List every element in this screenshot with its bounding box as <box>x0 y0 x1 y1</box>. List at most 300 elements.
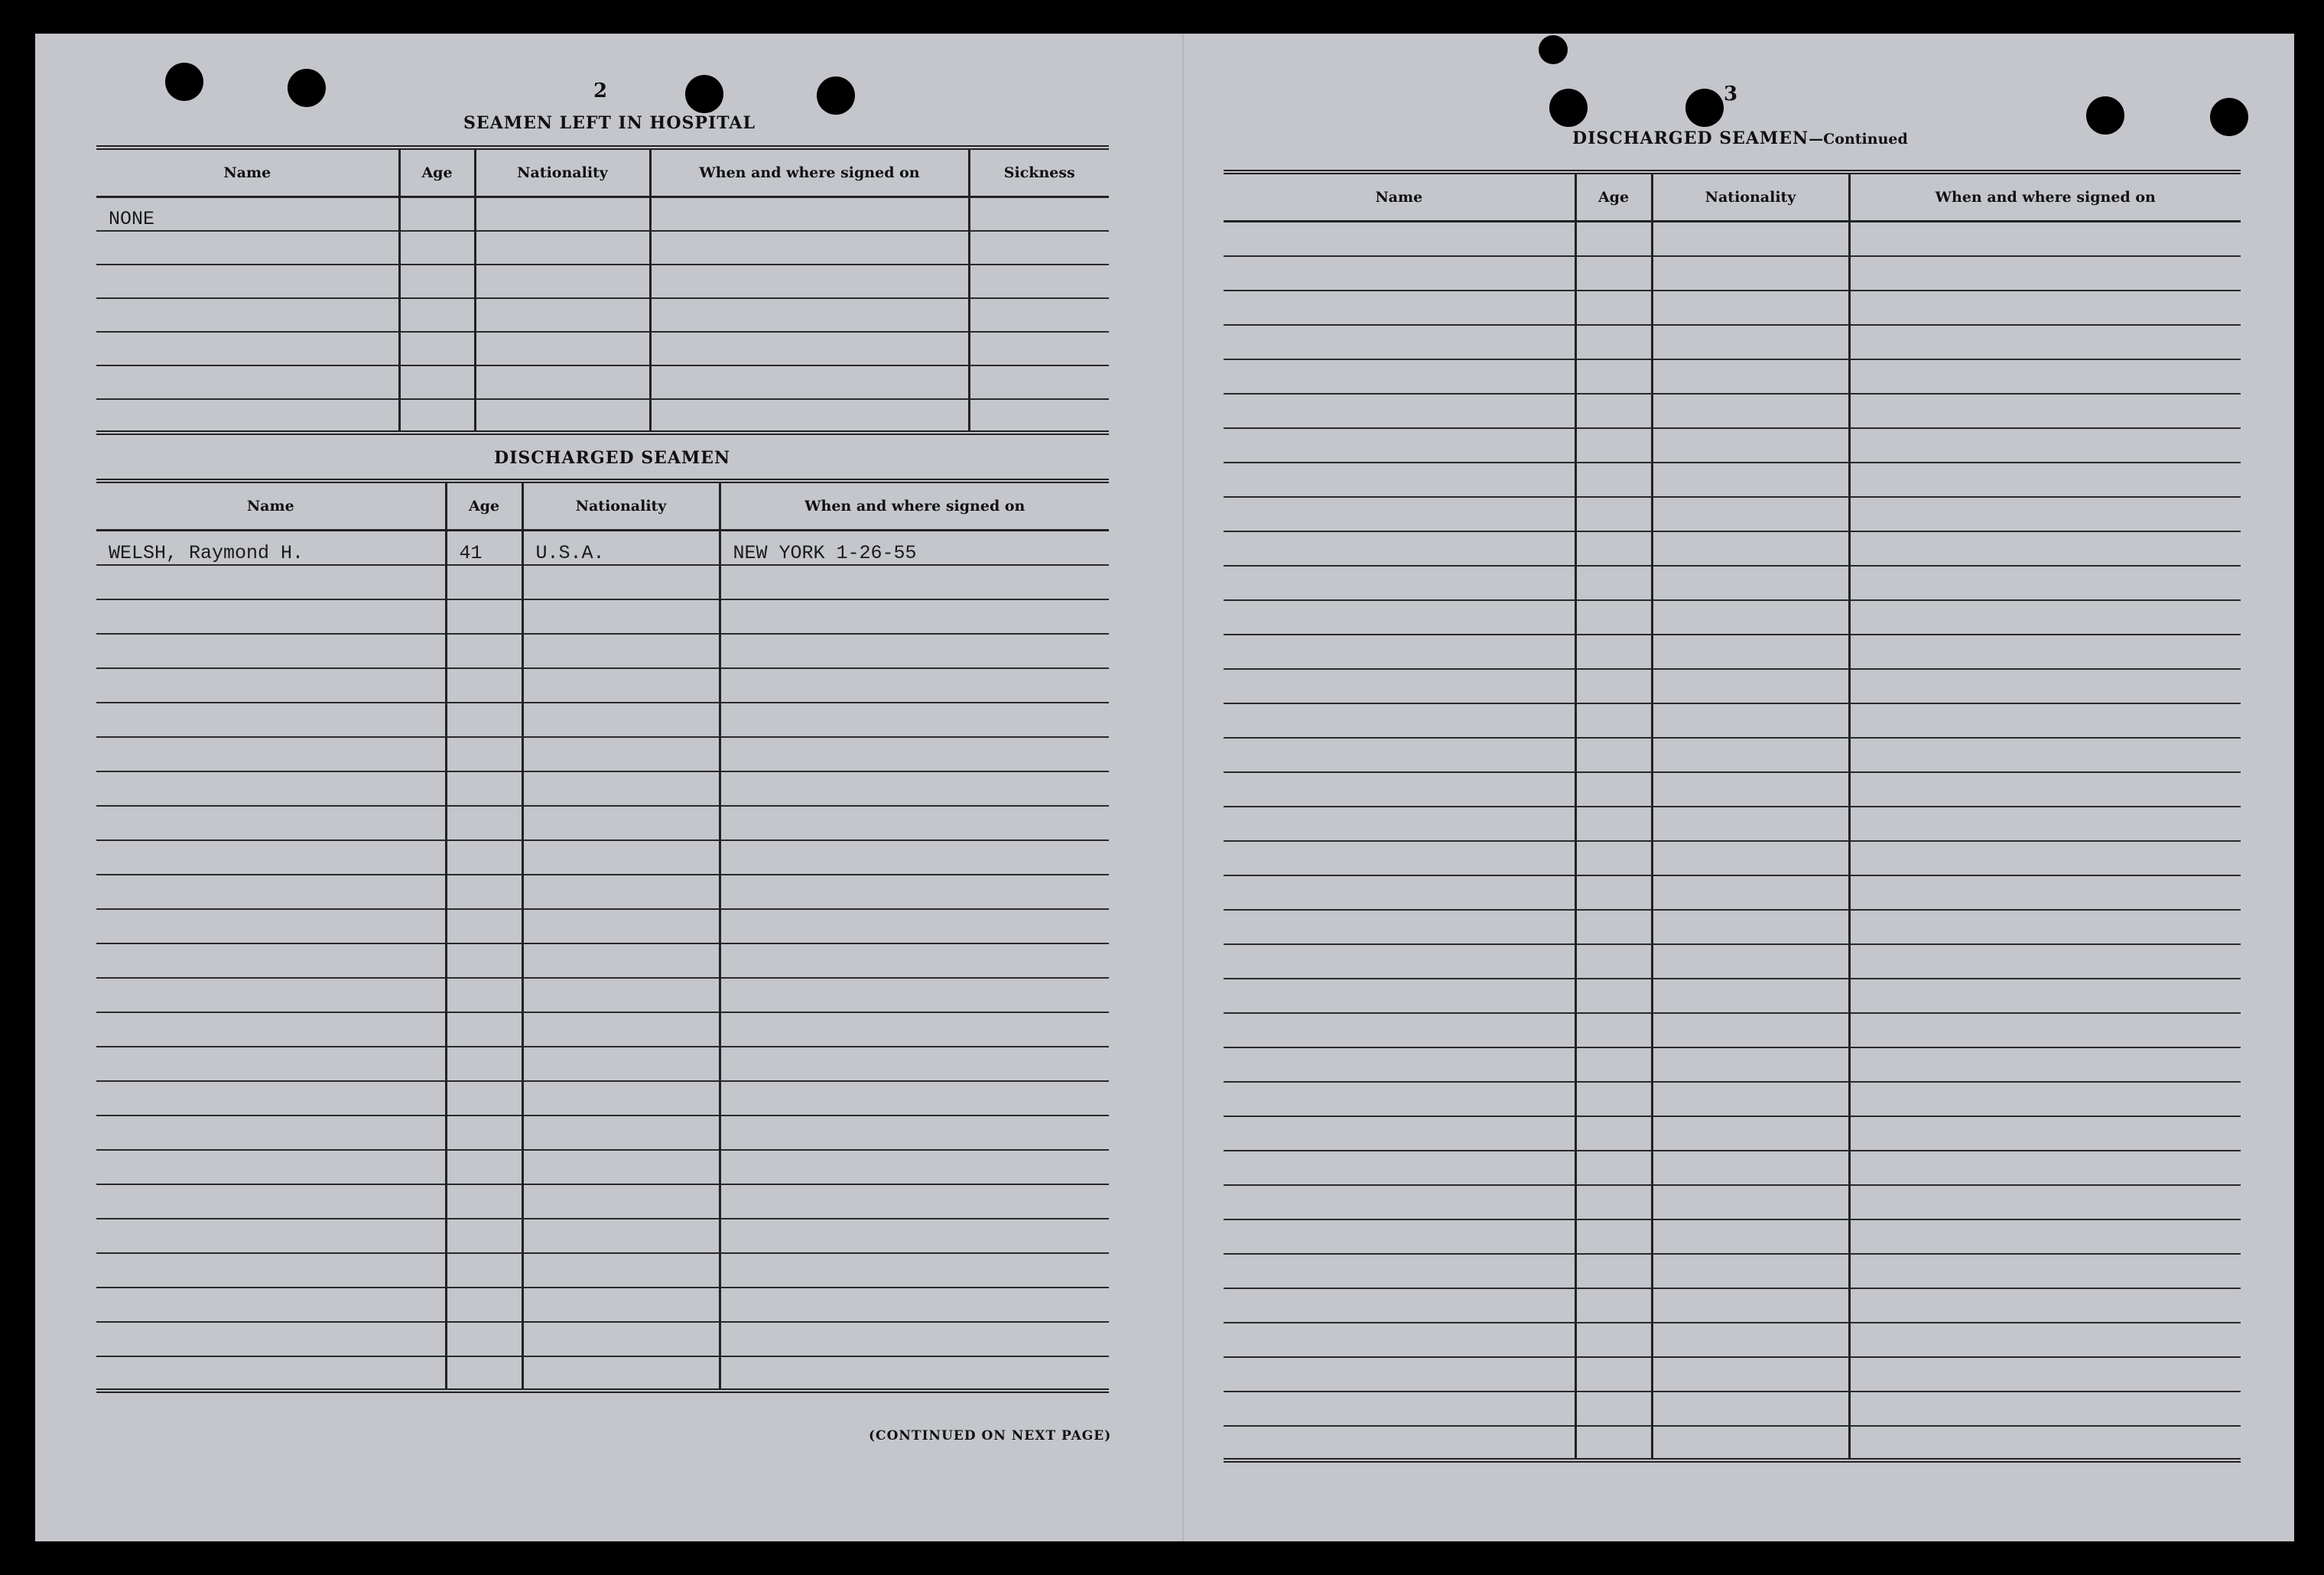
table-cell <box>1652 1254 1849 1288</box>
table-row <box>1224 669 2241 703</box>
table-cell <box>399 332 475 365</box>
table-cell <box>720 1356 1109 1391</box>
table-row <box>1224 497 2241 531</box>
table-cell <box>1224 256 1575 291</box>
table-cell <box>96 943 446 978</box>
table-cell <box>96 365 399 399</box>
table-cell <box>446 1150 522 1184</box>
table-cell <box>96 806 446 840</box>
table-cell <box>1224 428 1575 463</box>
table-row <box>96 197 1109 231</box>
table-cell <box>1575 703 1652 738</box>
table-cell <box>720 1322 1109 1356</box>
table-cell <box>96 1012 446 1047</box>
discharged-table <box>96 479 1109 1393</box>
table-cell <box>1652 1357 1849 1392</box>
table-cell <box>1849 635 2241 669</box>
table-cell <box>1575 1116 1652 1151</box>
table-cell <box>650 231 969 265</box>
table-cell <box>1652 291 1849 325</box>
table-cell <box>650 265 969 298</box>
table-cell <box>96 1356 446 1391</box>
table-cell <box>1652 875 1849 910</box>
table-cell <box>720 1047 1109 1081</box>
table-row <box>1224 531 2241 566</box>
table-cell <box>475 265 650 298</box>
table-cell <box>399 197 475 231</box>
table-cell <box>1849 772 2241 807</box>
table-cell <box>1652 979 1849 1013</box>
table-cell <box>522 634 720 668</box>
table-cell <box>1652 600 1849 635</box>
table-cell <box>96 840 446 875</box>
page-number-right: 3 <box>1724 83 1738 106</box>
table-cell <box>446 703 522 737</box>
table-cell <box>1224 1047 1575 1082</box>
table-row <box>96 1150 1109 1184</box>
table-cell <box>1652 463 1849 497</box>
table-cell <box>522 840 720 875</box>
table-cell <box>1575 325 1652 359</box>
table-cell <box>446 978 522 1012</box>
table-cell <box>969 399 1109 433</box>
table-cell <box>720 1288 1109 1322</box>
table-cell <box>96 703 446 737</box>
table-cell <box>969 298 1109 332</box>
table-cell <box>650 332 969 365</box>
table-cell <box>1652 703 1849 738</box>
table-cell <box>1652 635 1849 669</box>
table-cell <box>1652 738 1849 772</box>
table-cell <box>1849 566 2241 600</box>
table-cell <box>1224 1219 1575 1254</box>
continued-title-text: DISCHARGED SEAMEN <box>1572 128 1809 148</box>
table-cell <box>1652 359 1849 394</box>
table-cell <box>522 737 720 771</box>
table-cell <box>1224 1254 1575 1288</box>
table-cell <box>720 668 1109 703</box>
table-row <box>96 771 1109 806</box>
table-cell <box>399 399 475 433</box>
table-cell <box>1652 1219 1849 1254</box>
table-cell <box>96 1047 446 1081</box>
hospital-table <box>96 145 1109 435</box>
punch-hole <box>2210 98 2248 136</box>
table-cell <box>522 1047 720 1081</box>
table-cell <box>1224 394 1575 428</box>
table-cell <box>1575 1013 1652 1047</box>
table-cell <box>1849 291 2241 325</box>
table-row <box>96 875 1109 909</box>
table-cell <box>1849 807 2241 841</box>
column-header: When and where signed on <box>650 148 969 197</box>
table-cell <box>1652 1151 1849 1185</box>
table-cell <box>1575 875 1652 910</box>
table-row <box>1224 1151 2241 1185</box>
table-cell <box>399 231 475 265</box>
table-row <box>96 599 1109 634</box>
table-cell <box>1224 1013 1575 1047</box>
table-row <box>1224 979 2241 1013</box>
table-cell <box>1575 463 1652 497</box>
table-cell <box>1224 635 1575 669</box>
table-cell <box>522 1150 720 1184</box>
table-row <box>96 840 1109 875</box>
table-cell <box>1652 1082 1849 1116</box>
table-cell <box>969 332 1109 365</box>
table-row <box>96 365 1109 399</box>
table-cell <box>1652 222 1849 256</box>
table-cell <box>720 909 1109 943</box>
table-cell <box>1224 463 1575 497</box>
table-row <box>1224 1185 2241 1219</box>
table-cell <box>720 875 1109 909</box>
table-cell <box>522 943 720 978</box>
table-row <box>1224 1426 2241 1460</box>
table-cell <box>1224 497 1575 531</box>
table-row <box>1224 1357 2241 1392</box>
table-cell <box>1575 1288 1652 1323</box>
table-cell <box>720 565 1109 599</box>
table-cell <box>1652 531 1849 566</box>
table-cell <box>1224 703 1575 738</box>
table-row <box>96 1322 1109 1356</box>
table-row <box>1224 359 2241 394</box>
table-cell <box>446 1288 522 1322</box>
table-cell <box>650 298 969 332</box>
table-cell <box>1224 1323 1575 1357</box>
table-cell: U.S.A. <box>522 531 720 565</box>
table-cell <box>1224 841 1575 875</box>
table-cell <box>446 909 522 943</box>
table-cell <box>96 1219 446 1253</box>
table-cell <box>96 1081 446 1115</box>
table-cell <box>1575 394 1652 428</box>
table-cell <box>96 668 446 703</box>
table-row <box>96 806 1109 840</box>
table-cell <box>1575 497 1652 531</box>
table-cell <box>522 1356 720 1391</box>
table-cell <box>1224 1082 1575 1116</box>
table-cell <box>446 565 522 599</box>
table-cell <box>1224 910 1575 944</box>
table-cell <box>720 943 1109 978</box>
table-cell <box>720 806 1109 840</box>
table-cell <box>1849 394 2241 428</box>
table-row <box>96 668 1109 703</box>
table-cell <box>1575 910 1652 944</box>
table-cell <box>522 771 720 806</box>
table-cell <box>522 1081 720 1115</box>
table-cell <box>522 1219 720 1253</box>
table-cell <box>446 875 522 909</box>
table-cell <box>1575 979 1652 1013</box>
table-cell <box>1575 807 1652 841</box>
table-cell: NONE <box>109 207 155 230</box>
table-cell <box>1575 635 1652 669</box>
continued-footer: (CONTINUED ON NEXT PAGE) <box>869 1428 1112 1443</box>
table-cell <box>96 231 399 265</box>
document-sheet <box>35 34 2294 1541</box>
table-cell <box>720 1150 1109 1184</box>
table-cell <box>446 1184 522 1219</box>
table-cell <box>1575 841 1652 875</box>
table-cell <box>1224 359 1575 394</box>
continued-table <box>1224 170 2241 1463</box>
table-cell <box>1652 497 1849 531</box>
table-cell <box>1849 1219 2241 1254</box>
table-cell <box>446 1322 522 1356</box>
table-cell <box>1652 1047 1849 1082</box>
table-cell <box>96 634 446 668</box>
table-cell <box>1224 1185 1575 1219</box>
table-row <box>1224 703 2241 738</box>
continued-table-header <box>1224 172 2241 222</box>
table-row <box>96 943 1109 978</box>
table-cell <box>1224 979 1575 1013</box>
table-cell <box>969 197 1109 231</box>
column-header: Nationality <box>475 148 650 197</box>
table-row <box>96 634 1109 668</box>
table-cell <box>446 1012 522 1047</box>
hospital-section-title: SEAMEN LEFT IN HOSPITAL <box>463 113 756 133</box>
continued-section-title <box>1572 128 1908 148</box>
table-row <box>96 565 1109 599</box>
column-header: Name <box>96 481 446 531</box>
table-cell <box>1652 669 1849 703</box>
table-cell <box>1224 1357 1575 1392</box>
table-row <box>96 298 1109 332</box>
table-cell <box>96 1184 446 1219</box>
table-cell <box>522 875 720 909</box>
table-cell <box>446 737 522 771</box>
column-header: Name <box>1224 172 1575 222</box>
table-cell <box>1575 944 1652 979</box>
table-cell <box>96 298 399 332</box>
page-number-left: 2 <box>593 80 608 102</box>
table-cell <box>96 978 446 1012</box>
table-cell <box>1652 807 1849 841</box>
table-cell <box>1575 428 1652 463</box>
table-cell <box>1849 1323 2241 1357</box>
table-cell <box>1575 531 1652 566</box>
discharged-table-header <box>96 481 1109 531</box>
table-cell <box>1575 566 1652 600</box>
table-cell <box>1652 1426 1849 1460</box>
table-cell <box>1849 841 2241 875</box>
table-cell <box>1652 1288 1849 1323</box>
table-row <box>96 1356 1109 1391</box>
table-cell <box>1849 463 2241 497</box>
table-cell <box>1575 222 1652 256</box>
column-header: Nationality <box>1652 172 1849 222</box>
column-header: Age <box>399 148 475 197</box>
table-cell <box>1849 497 2241 531</box>
table-row <box>1224 1323 2241 1357</box>
table-row <box>96 231 1109 265</box>
table-cell <box>1849 359 2241 394</box>
punch-hole <box>1685 89 1724 127</box>
table-cell <box>1849 703 2241 738</box>
table-cell <box>1575 600 1652 635</box>
table-cell <box>1575 1047 1652 1082</box>
table-row <box>1224 1013 2241 1047</box>
table-cell <box>1849 1047 2241 1082</box>
table-cell <box>1652 325 1849 359</box>
table-cell <box>399 265 475 298</box>
table-cell <box>446 599 522 634</box>
table-cell <box>1849 600 2241 635</box>
table-cell <box>1224 600 1575 635</box>
table-row <box>1224 222 2241 256</box>
table-cell <box>1652 772 1849 807</box>
table-cell <box>1849 944 2241 979</box>
table-row <box>1224 635 2241 669</box>
hospital-table-header <box>96 148 1109 197</box>
table-row <box>96 1115 1109 1150</box>
table-cell <box>96 737 446 771</box>
table-cell <box>446 668 522 703</box>
table-row <box>1224 1288 2241 1323</box>
table-cell <box>720 1012 1109 1047</box>
punch-hole <box>2086 96 2124 135</box>
table-cell <box>399 298 475 332</box>
table-cell <box>96 1115 446 1150</box>
table-cell <box>1575 1082 1652 1116</box>
table-row <box>1224 738 2241 772</box>
table-cell <box>1575 1219 1652 1254</box>
table-cell <box>522 909 720 943</box>
continued-title-suffix: —Continued <box>1809 131 1908 148</box>
table-row <box>96 909 1109 943</box>
table-cell <box>96 1253 446 1288</box>
table-cell <box>522 599 720 634</box>
table-cell <box>522 1322 720 1356</box>
table-cell <box>1575 1254 1652 1288</box>
table-cell <box>969 365 1109 399</box>
table-cell <box>1575 772 1652 807</box>
table-cell <box>96 565 446 599</box>
table-cell <box>1224 222 1575 256</box>
table-cell <box>522 703 720 737</box>
table-row <box>96 1184 1109 1219</box>
column-header: Nationality <box>522 481 720 531</box>
table-cell <box>1224 944 1575 979</box>
table-cell <box>475 365 650 399</box>
table-cell <box>96 1150 446 1184</box>
table-cell <box>720 1184 1109 1219</box>
table-cell <box>1575 256 1652 291</box>
table-cell <box>522 1115 720 1150</box>
table-cell <box>446 1081 522 1115</box>
table-row <box>96 978 1109 1012</box>
table-cell <box>1224 875 1575 910</box>
table-cell <box>969 231 1109 265</box>
table-row <box>1224 463 2241 497</box>
table-cell <box>522 1012 720 1047</box>
table-cell <box>522 978 720 1012</box>
table-cell <box>446 1356 522 1391</box>
table-cell <box>475 298 650 332</box>
table-cell <box>1849 979 2241 1013</box>
table-cell <box>446 1115 522 1150</box>
table-cell <box>720 1115 1109 1150</box>
table-cell <box>650 197 969 231</box>
table-cell <box>1652 256 1849 291</box>
table-cell <box>969 265 1109 298</box>
table-cell <box>1224 1392 1575 1426</box>
table-row <box>1224 1254 2241 1288</box>
table-cell <box>1224 807 1575 841</box>
table-cell <box>1575 291 1652 325</box>
table-cell <box>1575 1323 1652 1357</box>
table-cell <box>1849 222 2241 256</box>
table-cell <box>1652 1392 1849 1426</box>
table-cell <box>1652 944 1849 979</box>
table-cell <box>1849 1288 2241 1323</box>
table-cell <box>1224 325 1575 359</box>
table-cell <box>1652 566 1849 600</box>
table-cell <box>1224 1426 1575 1460</box>
table-cell <box>1575 1151 1652 1185</box>
table-cell <box>446 1253 522 1288</box>
table-cell <box>1849 1426 2241 1460</box>
table-row <box>1224 875 2241 910</box>
table-cell <box>96 1288 446 1322</box>
table-cell <box>475 399 650 433</box>
table-cell <box>1575 1357 1652 1392</box>
table-cell <box>446 634 522 668</box>
table-row <box>96 737 1109 771</box>
punch-hole <box>288 69 326 107</box>
table-row <box>1224 600 2241 635</box>
table-row <box>1224 1116 2241 1151</box>
table-cell <box>1849 1185 2241 1219</box>
table-cell <box>1224 1116 1575 1151</box>
page-spine <box>1182 34 1184 1541</box>
table-row <box>96 1047 1109 1081</box>
table-cell <box>1575 1426 1652 1460</box>
table-cell <box>1224 566 1575 600</box>
table-cell <box>522 806 720 840</box>
column-header: Name <box>96 148 399 197</box>
table-cell <box>96 771 446 806</box>
table-cell <box>475 197 650 231</box>
discharged-section-title: DISCHARGED SEAMEN <box>494 448 731 468</box>
table-cell <box>1652 428 1849 463</box>
table-cell <box>1224 772 1575 807</box>
table-cell <box>1575 359 1652 394</box>
table-row <box>1224 1392 2241 1426</box>
table-cell <box>446 943 522 978</box>
table-cell <box>522 1288 720 1322</box>
table-cell <box>475 332 650 365</box>
table-cell <box>650 399 969 433</box>
table-row <box>96 1081 1109 1115</box>
table-cell <box>720 634 1109 668</box>
table-row <box>1224 566 2241 600</box>
punch-hole <box>165 63 203 101</box>
table-cell <box>1575 1392 1652 1426</box>
table-cell <box>399 365 475 399</box>
table-cell <box>1849 428 2241 463</box>
table-row <box>96 1219 1109 1253</box>
table-row <box>96 1253 1109 1288</box>
table-cell <box>446 771 522 806</box>
table-cell <box>1652 1116 1849 1151</box>
table-cell <box>720 771 1109 806</box>
table-cell <box>522 1184 720 1219</box>
